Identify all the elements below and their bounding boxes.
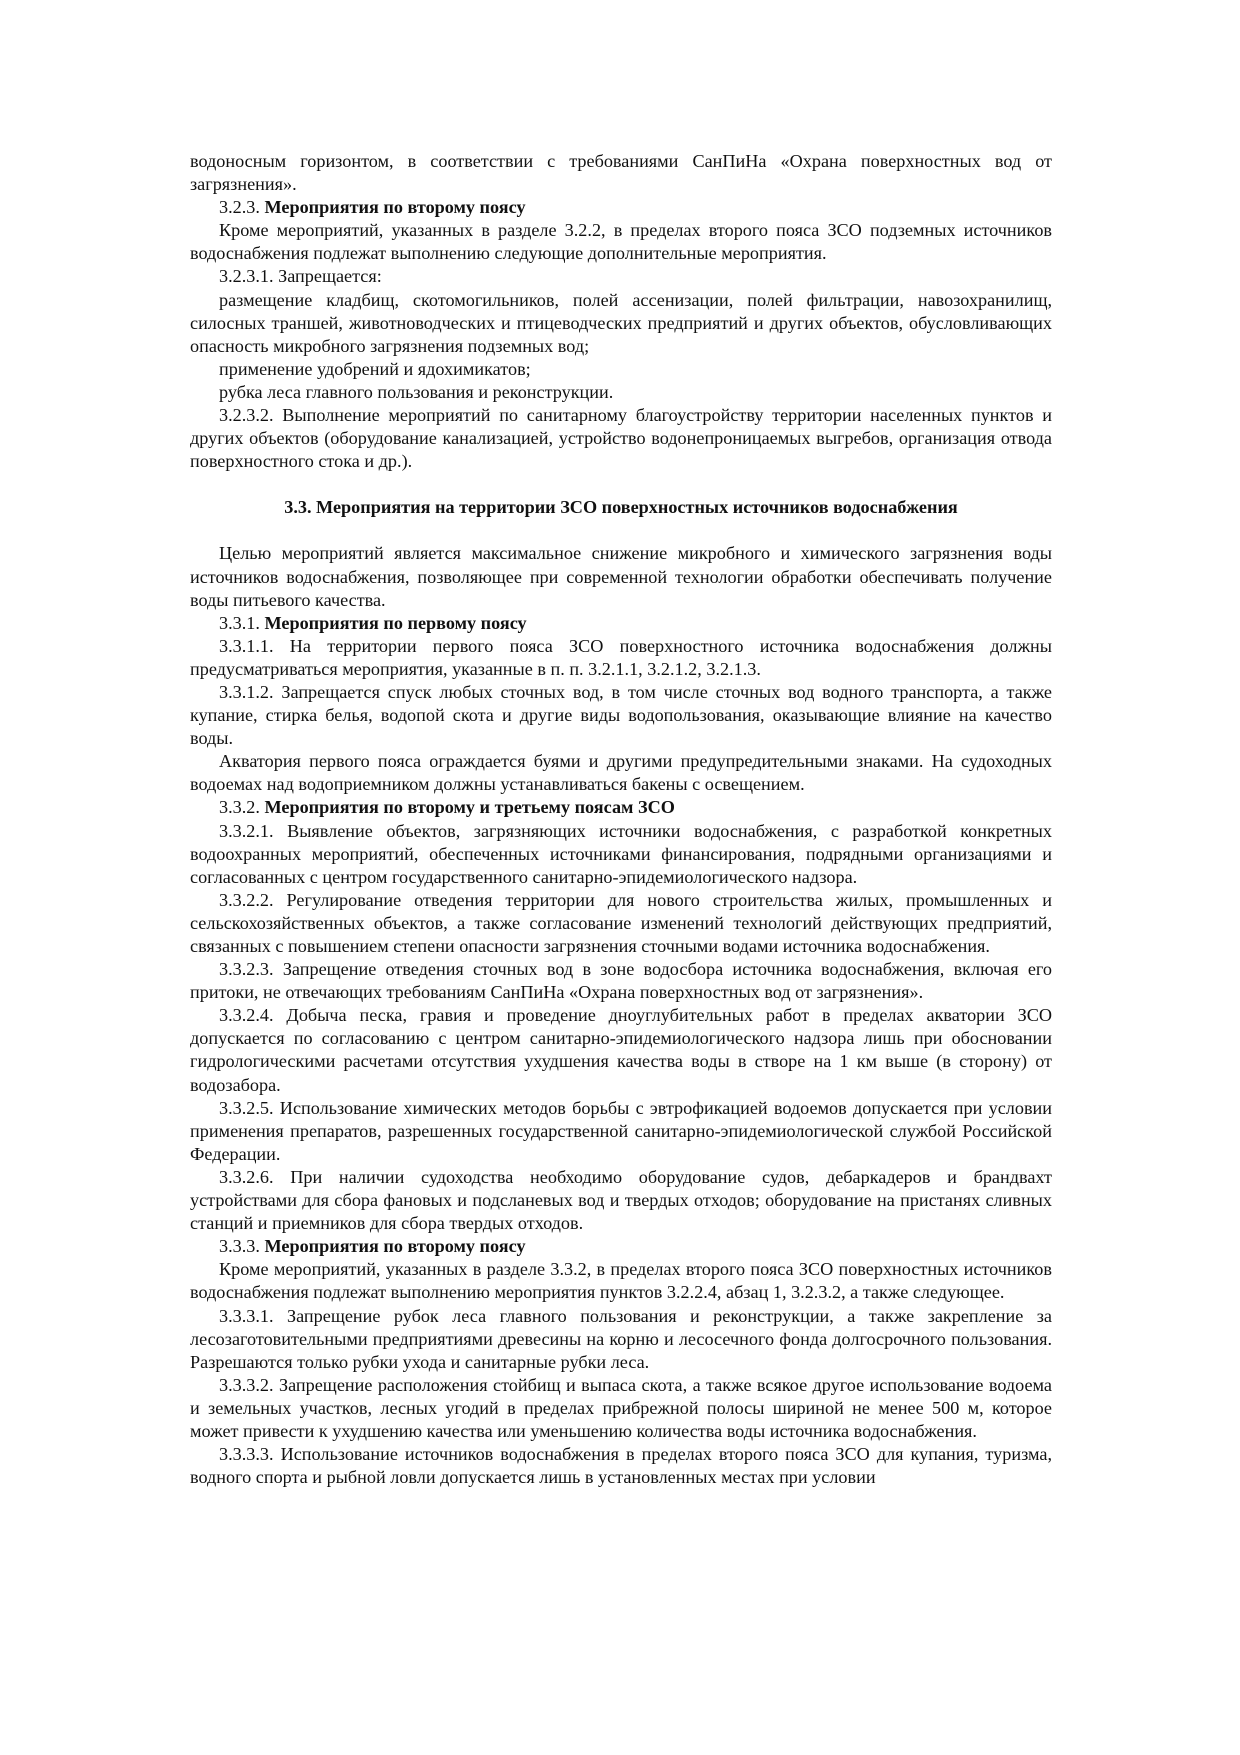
paragraph: 3.3.3.2. Запрещение расположения стойбищ и выпаса скота, а также всякое другое использование водоема и земельных участков, лесных угодий в пределах прибрежной полосы шириной не менее 500 м, которое может привести к ухудшению качества или уменьшению количества воды источника водоснабжения. xyxy=(190,1374,1052,1441)
paragraph: 3.2.3.1. Запрещается: xyxy=(219,266,382,287)
paragraph: 3.3.2.2. Регулирование отведения территории для нового строительства жилых, промышленных и сельскохозяйственных объектов, а также согласование изменений технологий действующих предприятий, связанных с повышением степени опасности загрязнения сточными водами источника водоснабжения. xyxy=(190,889,1052,956)
subsection-title-text: Мероприятия по второму и третьему поясам ЗСО xyxy=(264,797,675,818)
subsection-title-text: Мероприятия по второму поясу xyxy=(264,197,526,218)
paragraph: применение удобрений и ядохимикатов; xyxy=(219,358,531,379)
subsection-number: 3.3.2. xyxy=(219,797,265,818)
paragraph: водоносным горизонтом, в соответствии с требованиями СанПиНа «Охрана поверхностных вод от загрязнения». xyxy=(190,151,1052,195)
subsection-title xyxy=(190,612,1052,635)
paragraph: Акватория первого пояса ограждается буями и другими предупредительными знаками. На судоходных водоемах над водоприемником должны устанавливаться бакены с освещением. xyxy=(190,751,1052,795)
subsection-number: 3.2.3. xyxy=(219,197,265,218)
document-page xyxy=(190,150,1052,1489)
subsection-title xyxy=(190,796,1052,819)
paragraph: 3.3.1.2. Запрещается спуск любых сточных вод, в том числе сточных вод водного транспорта, а также купание, стирка белья, водопой скота и другие виды водопользования, оказывающие влияние на качество воды. xyxy=(190,681,1052,749)
paragraph: 3.3.2.6. При наличии судоходства необходимо оборудование судов, дебаркадеров и брандвахт устройствами для сбора фановых и подсланевых вод и твердых отходов; оборудование на пристанях сливных станций и приемников для сбора твердых отходов. xyxy=(190,1166,1052,1234)
subsection-number: 3.3.3. xyxy=(219,1236,265,1257)
paragraph: 3.3.3.1. Запрещение рубок леса главного пользования и реконструкции, а также закрепление за лесозаготовительными предприятиями древесины на корню и лесосечного фонда долгосрочного пользования. Разрешаются только рубки ухода и санитарные рубки леса. xyxy=(190,1305,1052,1372)
subsection-title-text: Мероприятия по второму поясу xyxy=(264,1236,526,1257)
paragraph: 3.2.3.2. Выполнение мероприятий по санитарному благоустройству территории населенных пунктов и других объектов (оборудование канализацией, устройство водонепроницаемых выгребов, организация отвода поверхностного стока и др.). xyxy=(190,405,1052,472)
paragraph: 3.3.1.1. На территории первого пояса ЗСО поверхностного источника водоснабжения должны предусматриваться мероприятия, указанные в п. п. 3.2.1.1, 3.2.1.2, 3.2.1.3. xyxy=(190,635,1052,679)
subsection-title xyxy=(190,196,1052,219)
paragraph: Кроме мероприятий, указанных в разделе 3.3.2, в пределах второго пояса ЗСО поверхностных источников водоснабжения подлежат выполнению мероприятия пунктов 3.2.2.4, абзац 1, 3.2.3.2, а также следующее. xyxy=(190,1259,1052,1303)
subsection-title-text: Мероприятия по первому поясу xyxy=(264,612,527,633)
paragraph: 3.3.2.5. Использование химических методов борьбы с эвтрофикацией водоемов допускается при условии применения препаратов, разрешенных государственной санитарно-эпидемиологической службой Российской Федерации. xyxy=(190,1097,1052,1164)
paragraph: 3.3.3.3. Использование источников водоснабжения в пределах второго пояса ЗСО для купания, туризма, водного спорта и рыбной ловли допускается лишь в установленных местах при условии xyxy=(190,1444,1052,1488)
subsection-title xyxy=(190,1235,1052,1258)
section-heading: 3.3. Мероприятия на территории ЗСО поверхностных источников водоснабжения xyxy=(284,497,958,518)
paragraph: 3.3.2.1. Выявление объектов, загрязняющих источники водоснабжения, с разработкой конкретных водоохранных мероприятий, обеспеченных источниками финансирования, подрядными организациями и согласованных с центром государственного санитарно-эпидемиологического надзора. xyxy=(190,820,1052,887)
paragraph: 3.3.2.3. Запрещение отведения сточных вод в зоне водосбора источника водоснабжения, включая его притоки, не отвечающих требованиям СанПиНа «Охрана поверхностных вод от загрязнения». xyxy=(190,959,1052,1003)
paragraph: рубка леса главного пользования и реконструкции. xyxy=(219,381,614,402)
paragraph: размещение кладбищ, скотомогильников, полей ассенизации, полей фильтрации, навозохранилищ, силосных траншей, животноводческих и птицеводческих предприятий и других объектов, обусловливающих опасность микробного загрязнения подземных вод; xyxy=(190,289,1052,356)
paragraph: Кроме мероприятий, указанных в разделе 3.2.2, в пределах второго пояса ЗСО подземных источников водоснабжения подлежат выполнению следующие дополнительные мероприятия. xyxy=(190,220,1052,264)
subsection-number: 3.3.1. xyxy=(219,612,265,633)
paragraph: 3.3.2.4. Добыча песка, гравия и проведение дноуглубительных работ в пределах акватории ЗСО допускается по согласованию с центром санитарно-эпидемиологического надзора лишь при обосновании гидрологическими расчетами отсутствия ухудшения качества воды в створе на 1 км выше (в сторону) от водозабора. xyxy=(190,1005,1052,1095)
paragraph: Целью мероприятий является максимальное снижение микробного и химического загрязнения воды источников водоснабжения, позволяющее при современной технологии обработки обеспечивать получение воды питьевого качества. xyxy=(190,543,1052,610)
